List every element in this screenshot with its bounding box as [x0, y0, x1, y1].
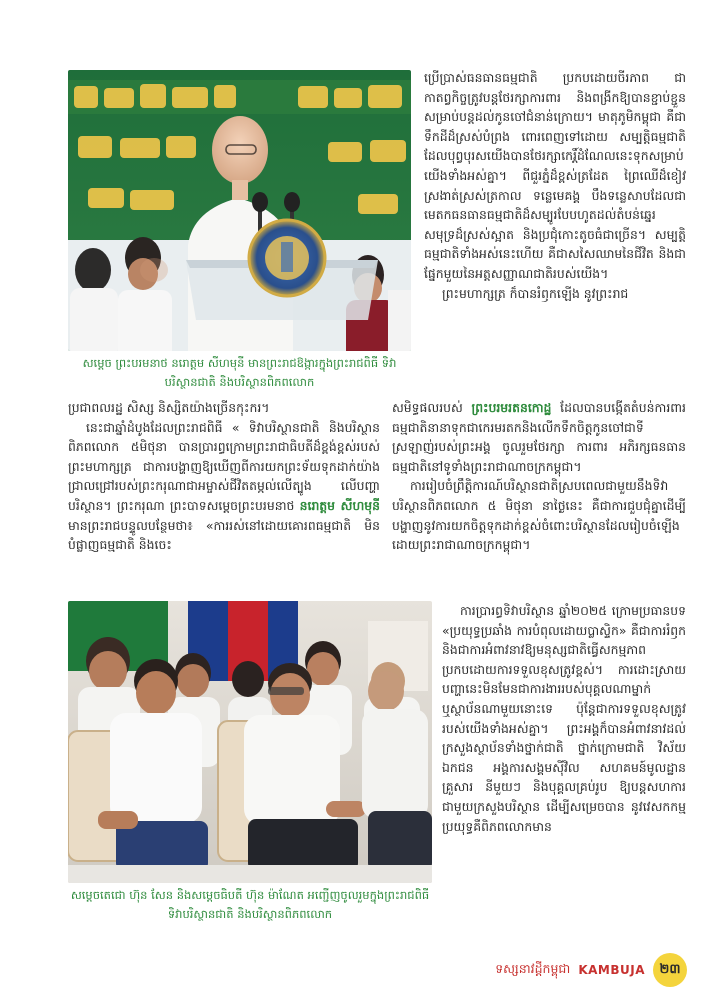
- text-column-bottom-right: [442, 601, 686, 943]
- highlight-name: នរោត្តម សីហមុនី: [299, 497, 380, 513]
- photo-officials-image: [68, 601, 432, 883]
- text-run: សមិទ្ធផលរបស់: [392, 400, 472, 415]
- text-run: នេះជាឆ្នាំដំបូងដែលព្រះរាជពិធី « ទិវាបរិស្ថានជាតិ និងបរិស្ថានពិភពលោក ៥មិថុនា បានប្រារព្ធក្រោមព្រះរាជាធិបតីដ៏ខ្ពង់ខ្ពស់របស់ព្រះមហាក្សត្រ ជាការបង្ហាញឱ្យឃើញពីការយកព្រះទ័យទុកដាក់យ៉ាងជ្រាលជ្រៅរបស់ព្រះករុណាជាអម្ចាស់ជីវិតតម្កល់លើត្បូង លើបញ្ហាបរិស្ថាន។ ព្រះករុណា ព្រះបាទសម្ដេចព្រះបរមនាថ: [68, 419, 381, 513]
- highlight-name: ព្រះបរមរតនកោដ្ឋ: [471, 400, 552, 415]
- text-run: មានព្រះរាជបន្ទូលបន្ថែមថា៖ «ការរស់នៅដោយគោរពធម្មជាតិ មិនបំផ្លាញធម្មជាតិ និងចេះ: [68, 517, 380, 553]
- paragraph: [392, 398, 686, 476]
- paragraph: ប្រើប្រាស់ធនធានធម្មជាតិ ប្រកបដោយចីរភាព ជាកាតព្វកិច្ចត្រូវបន្តថែរក្សាការពារ និងពង្រីកឱ្យបានខ្ជាប់ខ្ជួនសម្រាប់បន្តដល់កូនចៅជំនាន់ក្រោយ។ មាតុភូមិកម្ពុជា គឺជាទឹកដីដ៏ស្រស់បំព្រង ពោរពេញទៅដោយ សម្បត្តិធម្មជាតិ ដែលបុព្វបុរសយើងបានថែរក្សាកេរ្តិ៍ដំណែលនេះទុកសម្រាប់យើងទាំងអស់គ្នា។ ពីជួរភ្នំដ៏ខ្ពស់ត្រដែត ព្រៃឈើដ៏ខៀវស្រងាត់ស្រស់ត្រកាល ទន្លេមេគង្គ បឹងទន្លេសាបដែលជាមេតកធនធានធម្មជាតិដ៏សម្បូរបែបហូតដល់តំបន់ឆ្នេរសមុទ្រដ៏ស្រស់ស្អាត និងប្រជុំកោះតូចធំជាច្រើន។ សម្បត្តិធម្មជាតិទាំងអស់នេះហើយ គឺជាសសៃឈាមនៃជីវិត និងជាផ្នែកមួយនៃអត្តសញ្ញាណជាតិរបស់យើង។: [424, 70, 686, 281]
- paragraph: ព្រះមហាក្សត្រ ក៏បានរំឭកឡើង នូវព្រះរាជ: [442, 285, 629, 301]
- text-column-mid-left: [68, 398, 380, 594]
- brand-logo: KAMBUJA: [578, 963, 645, 977]
- paragraph: [68, 418, 380, 555]
- paragraph: ការរៀបចំព្រឹត្តិការណ៍បរិស្ថានជាតិស្របពេលជាមួយនឹងទិវាបរិស្ថានពិភពលោក ៥ មិថុនា នាថ្ងៃនេះ គឺជាការជួបជុំគ្នាដើម្បីបង្ហាញនូវការយកចិត្តទុកដាក់ខ្ពស់ចំពោះបរិស្ថានដែលរៀបចំឡើងដោយព្រះរាជាណាចក្រកម្ពុជា។: [392, 478, 686, 553]
- magazine-title: ទស្សនាវដ្ដីកម្ពុជា: [495, 960, 571, 976]
- photo-officials: [68, 601, 432, 883]
- photo-caption-king: សម្ដេច ព្រះបរមនាថ នរោត្តម សីហមុនី មានព្រះរាជឱង្ការក្នុងព្រះរាជពិធី ទិវាបរិស្ថានជាតិ និងបរិស្ថានពិភពលោក: [82, 356, 397, 389]
- photo-king-speech: [68, 70, 411, 351]
- page-number-badge: ២៣: [653, 953, 687, 987]
- paragraph: ការប្រារព្ធទិវាបរិស្ថាន ឆ្នាំ២០២៥ ក្រោមប្រធានបទ «ប្រយុទ្ធប្រឆាំង ការបំពុលដោយប្លាស្ទិក» គឺជាការរំឭក និងជាការអំពាវនាវឱ្យមនុស្សជាតិធ្វើសកម្មភាពប្រកបដោយការទទួលខុសត្រូវខ្ពស់។ ការដោះស្រាយបញ្ហានេះមិនមែនជាការងាររបស់បុគ្គលណាម្នាក់ ឬស្ថាប័នណាមួយនោះទេ ប៉ុន្តែជាការទទួលខុសត្រូវរបស់យើងទាំងអស់គ្នា។ ព្រះអង្គក៏បានអំពាវនាវដល់ក្រសួងស្ថាប័នទាំងថ្នាក់ជាតិ ថ្នាក់ក្រោមជាតិ វិស័យឯកជន អង្គការសង្គមស៊ីវិល សហគមន៍មូលដ្ឋាន គ្រួសារ នីមួយៗ និងបុគ្គលគ្រប់រូប ឱ្យបន្តសហការជាមួយក្រសួងបរិស្ថាន ដើម្បីសម្រេចបាន នូវវេសកកម្មប្រយុទ្ធគឺពិភពលោកមាន: [442, 603, 686, 834]
- paragraph: ប្រជាពលរដ្ឋ សិស្ស និស្សិតយ៉ាងច្រើនកុះករ។: [68, 400, 270, 415]
- photo-caption-officials: សម្ដេចតេជោ ហ៊ុន សែន និងសម្ដេចធិបតី ហ៊ុន ម៉ាណែត អញ្ជើញចូលរួមក្នុងព្រះរាជពិធី ទិវាបរិស្ថានជាតិ និងបរិស្ថានពិភពលោក: [70, 888, 430, 921]
- text-column-mid-right: [392, 398, 686, 594]
- photo-king-speech-image: [68, 70, 411, 351]
- page-footer: [425, 950, 687, 990]
- text-run: ដែលបានបង្កើតតំបន់ការពារធម្មជាតិនានាទុកជាកេរមរតកនិងលើកទឹកចិត្តកូនចៅជាទីស្រឡាញ់របស់ព្រះអង្គ ចូលរួមថែរក្សា ការពារ អភិរក្សធនធានធម្មជាតិនៅទូទាំងព្រះរាជាណាចក្រកម្ពុជា។: [392, 400, 686, 474]
- text-column-top-right: [424, 68, 686, 398]
